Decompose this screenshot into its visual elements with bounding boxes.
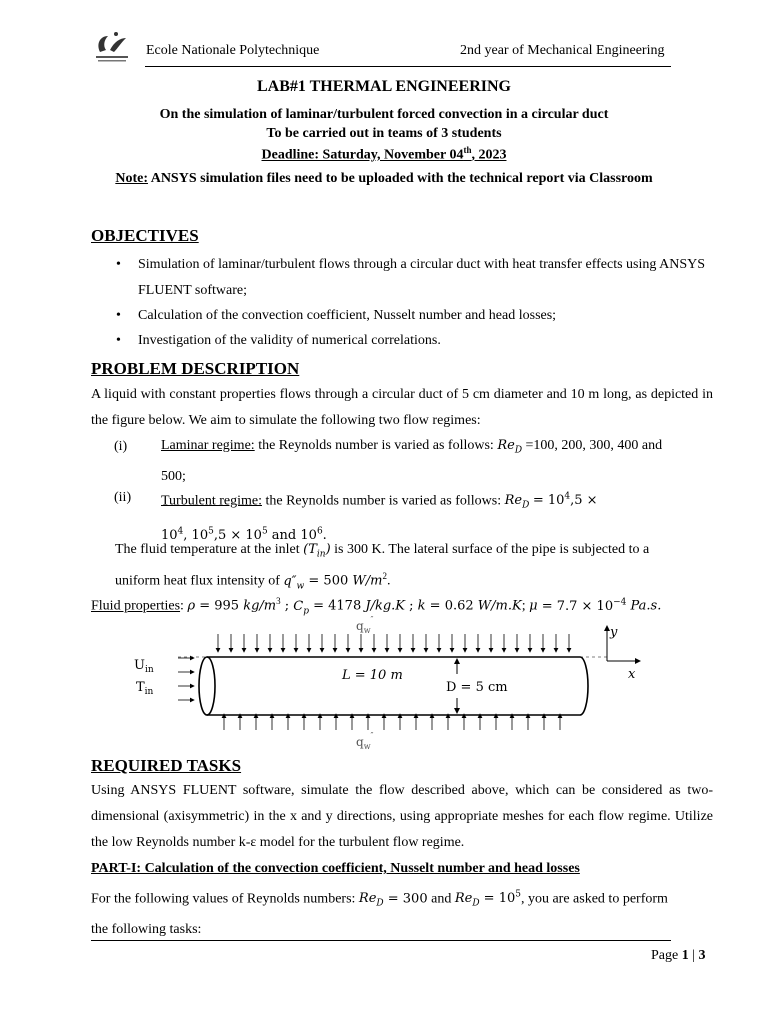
inlet-temperature-text: The fluid temperature at the inlet $(T_{in})$ is 300 K. The lateral surface of the pipe is subjected to a [115,542,650,560]
inlet-arrows [178,658,194,700]
tasks-text: Using ANSYS FLUENT software, simulate the flow described above, which can be considered as two-dimensional (axisymmetric) in the x and y directions, using appropriate meshes for each flow regime. Utilize the low Reynolds number k-ε model for the turbulent flow regime. [91,783,713,850]
regime-ii-number: (ii) [114,490,132,505]
tin-label: $T_{in}$ [136,680,154,697]
doc-subtitle: On the simulation of laminar/turbulent forced convection in a circular duct [159,107,609,122]
bullet-icon: • [116,333,121,348]
header-school: Ecole Nationale Polytechnique [146,43,320,58]
page-number: Page 1 | 3 [651,948,706,963]
header-divider [145,66,671,67]
heat-flux-arrows-top [218,634,569,652]
length-label: L = 10 m [342,668,403,683]
objectives-heading: OBJECTIVES [91,226,199,245]
header-program: 2nd year of Mechanical Engineering [460,43,665,58]
regime-ii-text: Turbulent regime: the Reynolds number is varied as follows: $Re_D = 10^4,5$ × $10^4$, $10^5,5 \times 10^5$ and $10^6$. [161,492,598,544]
part1-text: For the following values of Reynolds numbers: $Re_D = 300$ and $Re_D = 10^5$, you are asked to perform the following tasks: [91,890,668,937]
problem-intro: A liquid with constant properties flows through a circular duct of 5 cm diameter and 10 m long, as depicted in the figure below. We aim to simulate the following two flow regimes: [91,387,713,428]
problem-heading: PROBLEM DESCRIPTION [91,359,300,378]
part1-heading: PART-I: Calculation of the convection coefficient, Nusselt number and head losses [91,861,580,876]
regime-i-number: (i) [114,439,128,454]
regime-i-text: Laminar regime: the Reynolds number is varied as follows: $Re_D =100$, 200, 300, 400 and 500; [161,438,663,484]
heat-flux-arrows-bottom [224,714,560,730]
fluid-properties: Fluid properties: ρ = 995 $kg/m^3$ ; $C_p = 4178$ J/kg.K ; k = 0.62 W/m.K; $\mu = 7.7 \times 10^{-4}$ Pa.s. [91,596,662,617]
x-axis-label: x [628,667,636,682]
school-logo [90,24,134,68]
duct-figure [120,612,660,752]
tasks-heading: REQUIRED TASKS [91,756,242,775]
team-note: To be carried out in teams of 3 students [266,126,502,141]
uin-label: $U_{in}$ [134,658,154,675]
bullet-icon: • [116,257,121,272]
objective-item: Investigation of the validity of numerical correlations. [138,333,441,348]
doc-title: LAB#1 THERMAL ENGINEERING [257,78,511,95]
footer-divider [91,940,671,941]
bullet-icon: • [116,308,121,323]
duct-body [199,657,588,715]
diameter-label: D = 5 cm [446,680,508,695]
qw-bottom-label: $q_w''$ [356,731,374,751]
deadline: Deadline: Saturday, November 04th, 2023 [261,145,507,163]
objective-item: Simulation of laminar/turbulent flows through a circular duct with heat transfer effects using ANSYS FLUENT software; [138,257,706,298]
upload-note: Note: ANSYS simulation files need to be uploaded with the technical report via Classroom [115,171,653,186]
qw-top-label: $q_w''$ [356,615,374,635]
y-axis-label: y [610,625,618,640]
objective-item: Calculation of the convection coefficient, Nusselt number and head losses; [138,308,557,323]
heat-flux-text: uniform heat flux intensity of $q''_w = 500$ $W/m^2$. [115,571,391,592]
